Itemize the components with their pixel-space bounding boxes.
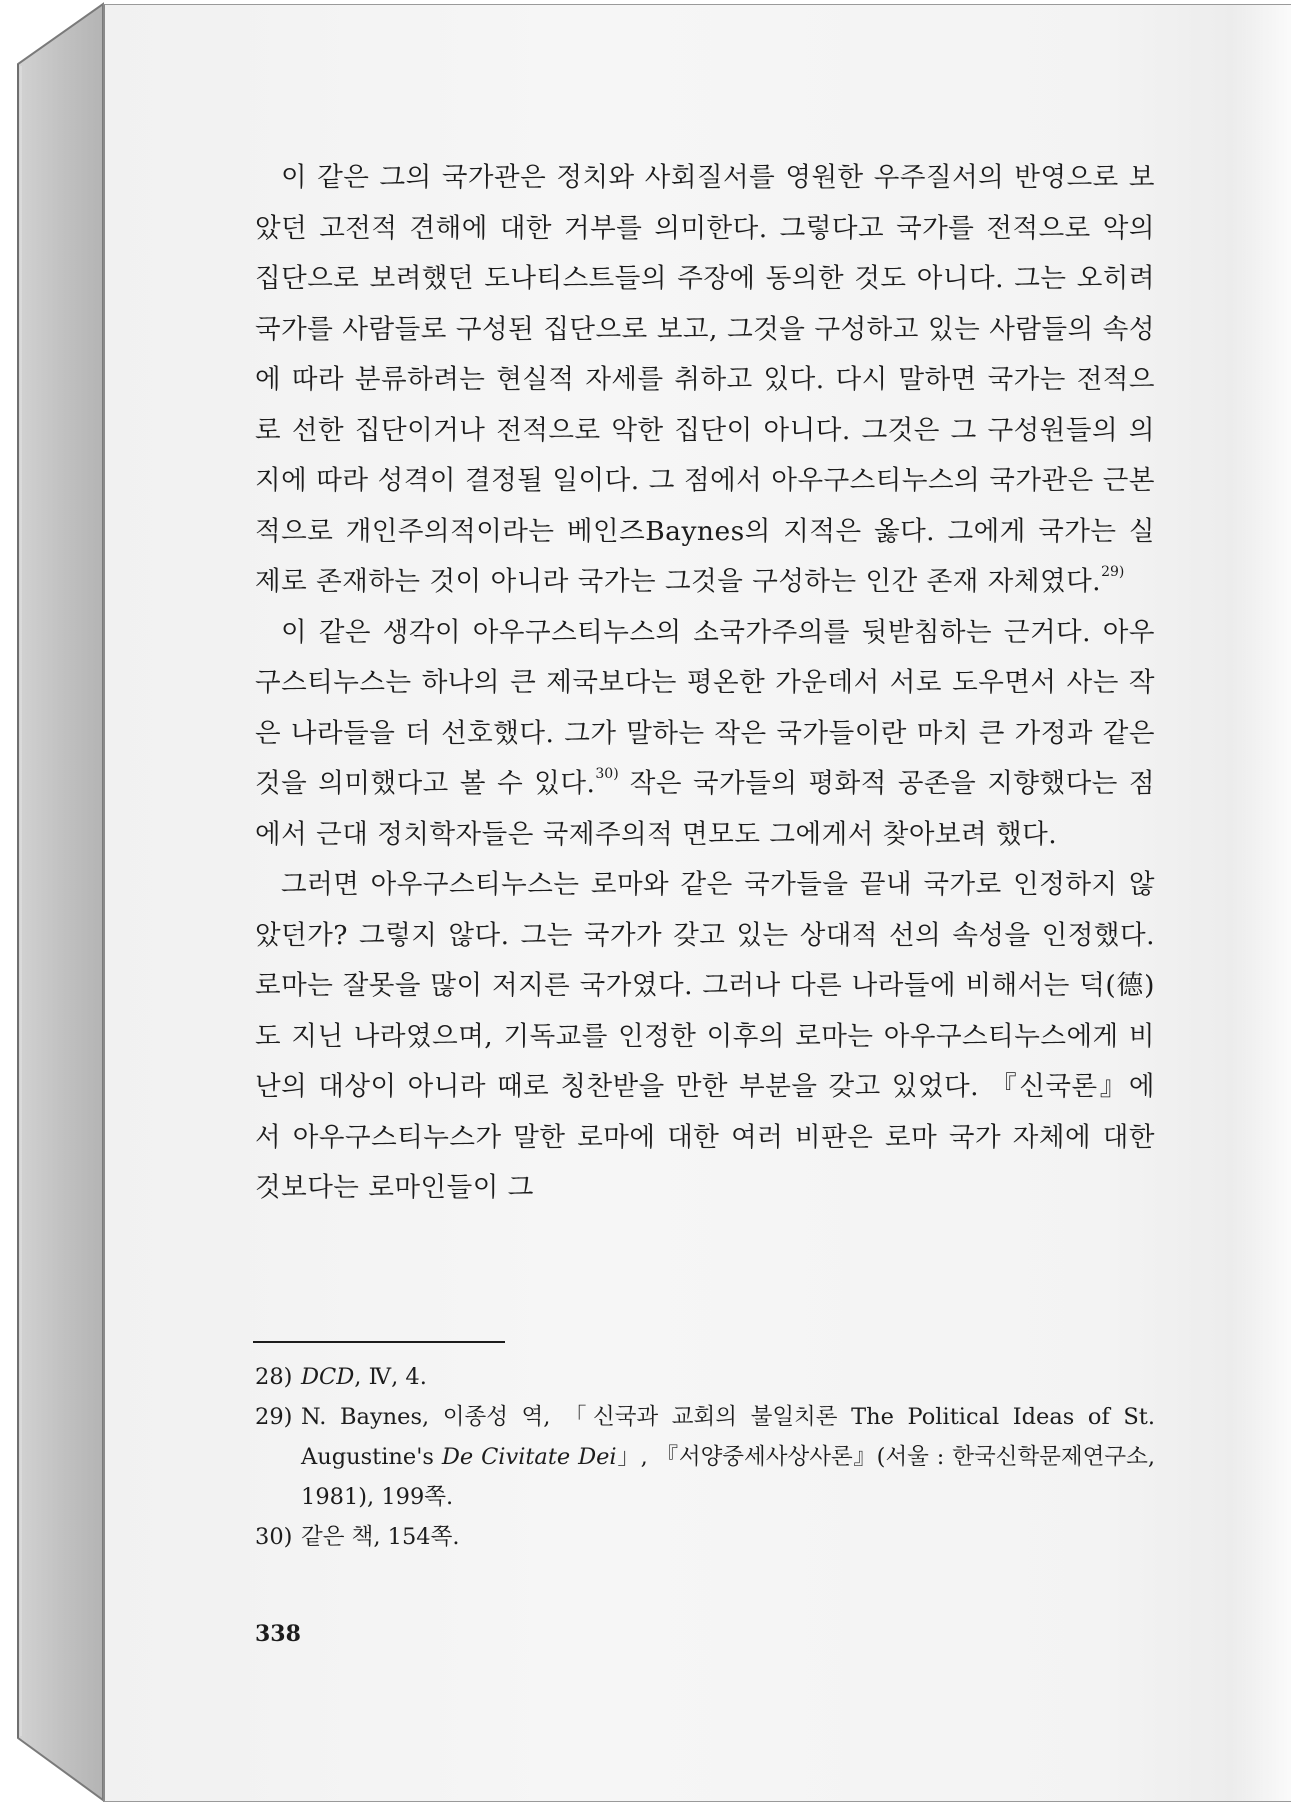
page-edge-shade (1231, 5, 1291, 1801)
footnotes (255, 1357, 1155, 1557)
paragraph-text: 그러면 아우구스티누스는 로마와 같은 국가들을 끝내 국가로 인정하지 않았던가? 그렇지 않다. 그는 국가가 갖고 있는 상대적 선의 속성을 인정했다. 로마는 잘못을 많이 저지른 국가였다. 그러나 다른 나라들에 비해서는 덕(德)도 지닌 나라였으며, 기독교를 인정한 이후의 로마는 아우구스티누스에게 비난의 대상이 아니라 때로 칭찬받을 만한 부분을 갖고 있었다. 『신국론』에서 아우구스티누스가 말한 로마에 대한 여러 비판은 로마 국가 자체에 대한 것보다는 로마인들이 그 (255, 869, 1155, 1203)
footnote-text (301, 1517, 1155, 1557)
book-spine-edge (0, 0, 110, 1806)
footnote-plain-text: N. Baynes, 이종성 역, 「신국과 교회의 불일치론 The Political Ideas of St. Augustine's (301, 1404, 1155, 1470)
paragraph-1 (255, 153, 1155, 608)
footnote-29 (255, 1397, 1155, 1517)
footnote-ref: 29) (1101, 564, 1125, 580)
footnote-number: 28) (255, 1364, 293, 1390)
footnote-text (301, 1357, 1155, 1397)
footnote-plain-text: 같은 책, 154쪽. (301, 1524, 460, 1550)
footnote-divider (253, 1341, 505, 1343)
body-text (255, 153, 1155, 1214)
footnote-plain-text: , Ⅳ, 4. (354, 1364, 427, 1390)
footnote-28 (255, 1357, 1155, 1397)
paragraph-text: 이 같은 생각이 아우구스티누스의 소국가주의를 뒷받침하는 근거다. 아우구스티누스는 하나의 큰 제국보다는 평온한 가운데서 서로 도우면서 사는 작은 나라들을 더 선호했다. 그가 말하는 작은 국가들이란 마치 큰 가정과 같은 것을 의미했다고 볼 수 있다. (255, 616, 1155, 799)
paragraph-3 (255, 860, 1155, 1214)
footnote-number: 30) (255, 1524, 293, 1550)
footnote-italic-text: De Civitate Dei (441, 1444, 617, 1470)
book-page (103, 4, 1291, 1802)
footnote-30 (255, 1517, 1155, 1557)
footnote-text (301, 1397, 1155, 1517)
footnote-number: 29) (255, 1404, 293, 1430)
footnote-ref: 30) (595, 766, 619, 782)
paragraph-text-continued: 작은 국가들의 평화적 공존을 지향했다는 점에서 근대 정치학자들은 국제주의적 면모도 그에게서 찾아보려 했다. (255, 768, 1155, 850)
footnote-italic-text: DCD (301, 1364, 355, 1390)
footnote-plain-text: 」, 『서양중세사상사론』(서울 : 한국신학문제연구소, 1981), 199쪽. (301, 1444, 1156, 1510)
page-number: 338 (255, 1621, 301, 1647)
paragraph-text: 이 같은 그의 국가관은 정치와 사회질서를 영원한 우주질서의 반영으로 보았던 고전적 견해에 대한 거부를 의미한다. 그렇다고 국가를 전적으로 악의 집단으로 보려했던 도나티스트들의 주장에 동의한 것도 아니다. 그는 오히려 국가를 사람들로 구성된 집단으로 보고, 그것을 구성하고 있는 사람들의 속성에 따라 분류하려는 현실적 자세를 취하고 있다. 다시 말하면 국가는 전적으로 선한 집단이거나 전적으로 악한 집단이 아니다. 그것은 그 구성원들의 의지에 따라 성격이 결정될 일이다. 그 점에서 아우구스티누스의 국가관은 근본적으로 개인주의적이라는 베인즈Baynes의 지적은 옳다. 그에게 국가는 실제로 존재하는 것이 아니라 국가는 그것을 구성하는 인간 존재 자체였다. (255, 162, 1155, 597)
paragraph-2 (255, 608, 1155, 861)
